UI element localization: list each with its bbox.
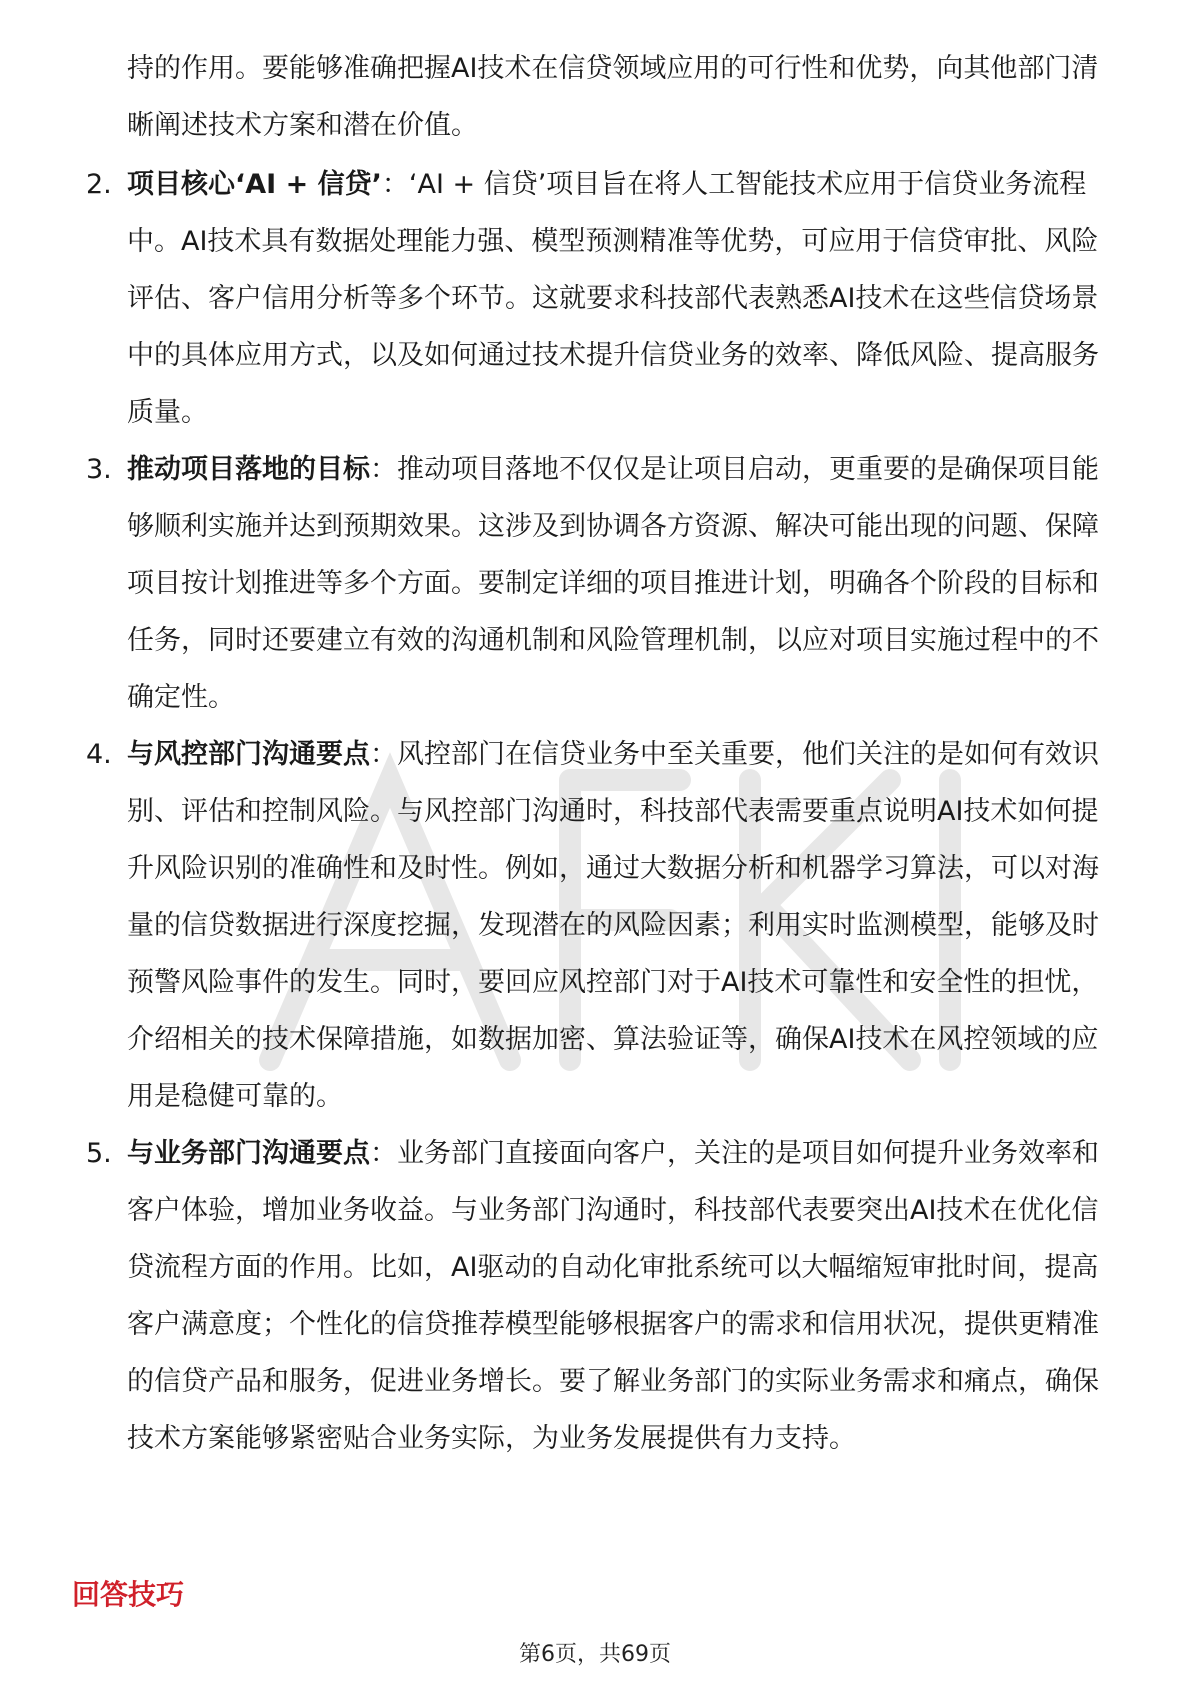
list-item-title: 与风控部门沟通要点 — [127, 739, 370, 770]
list-item-separator: ： — [370, 454, 397, 485]
list-item-separator: ： — [381, 169, 409, 200]
list-item-body: 推动项目落地不仅仅是让项目启动，更重要的是确保项目能够顺利实施并达到预期效果。这涉及到协调各方资源、解决可能出现的问题、保障项目按计划推进等多个方面。要制定详细的项目推进计划，明确各个阶段的目标和任务，同时还要建立有效的沟通机制和风险管理机制，以应对项目实施过程中的不确定性。 — [127, 454, 1099, 713]
list-item — [0, 156, 1122, 441]
list-item-number: 4. — [86, 739, 112, 770]
list-item-separator: ： — [370, 739, 397, 770]
intro-paragraph: 持的作用。要能够准确把握AI技术在信贷领域应用的可行性和优势，向其他部门清晰阐述技术方案和潜在价值。 — [127, 53, 1099, 141]
list-item-number: 2. — [86, 169, 112, 200]
list-item-number: 3. — [86, 454, 112, 485]
list-item — [0, 726, 1122, 1125]
list-item-title: 与业务部门沟通要点 — [127, 1138, 370, 1169]
section-heading: 回答技巧 — [72, 1578, 185, 1611]
list-item-body: 业务部门直接面向客户，关注的是项目如何提升业务效率和客户体验，增加业务收益。与业务部门沟通时，科技部代表要突出AI技术在优化信贷流程方面的作用。比如，AI驱动的自动化审批系统可以大幅缩短审批时间，提高客户满意度；个性化的信贷推荐模型能够根据客户的需求和信用状况，提供更精准的信贷产品和服务，促进业务增长。要了解业务部门的实际业务需求和痛点，确保技术方案能够紧密贴合业务实际，为业务发展提供有力支持。 — [127, 1138, 1099, 1454]
list-item — [0, 441, 1122, 726]
list-item-number: 5. — [86, 1138, 112, 1169]
list-item-title: 项目核心‘AI + 信贷’ — [127, 169, 382, 200]
numbered-list — [0, 156, 1190, 1467]
list-item-separator: ： — [370, 1138, 397, 1169]
list-item-body: 风控部门在信贷业务中至关重要，他们关注的是如何有效识别、评估和控制风险。与风控部门沟通时，科技部代表需要重点说明AI技术如何提升风险识别的准确性和及时性。例如，通过大数据分析和机器学习算法，可以对海量的信贷数据进行深度挖掘，发现潜在的风险因素；利用实时监测模型，能够及时预警风险事件的发生。同时，要回应风控部门对于AI技术可靠性和安全性的担忧，介绍相关的技术保障措施，如数据加密、算法验证等，确保AI技术在风控领域的应用是稳健可靠的。 — [127, 739, 1099, 1112]
list-item-body: ‘AI + 信贷’项目旨在将人工智能技术应用于信贷业务流程中。AI技术具有数据处理能力强、模型预测精准等优势，可应用于信贷审批、风险评估、客户信用分析等多个环节。这就要求科技部代表熟悉AI技术在这些信贷场景中的具体应用方式，以及如何通过技术提升信贷业务的效率、降低风险、提高服务质量。 — [127, 169, 1099, 428]
list-item-title: 推动项目落地的目标 — [127, 454, 370, 485]
page-number-footer: 第6页，共69页 — [519, 1642, 671, 1667]
list-item — [0, 1125, 1122, 1467]
